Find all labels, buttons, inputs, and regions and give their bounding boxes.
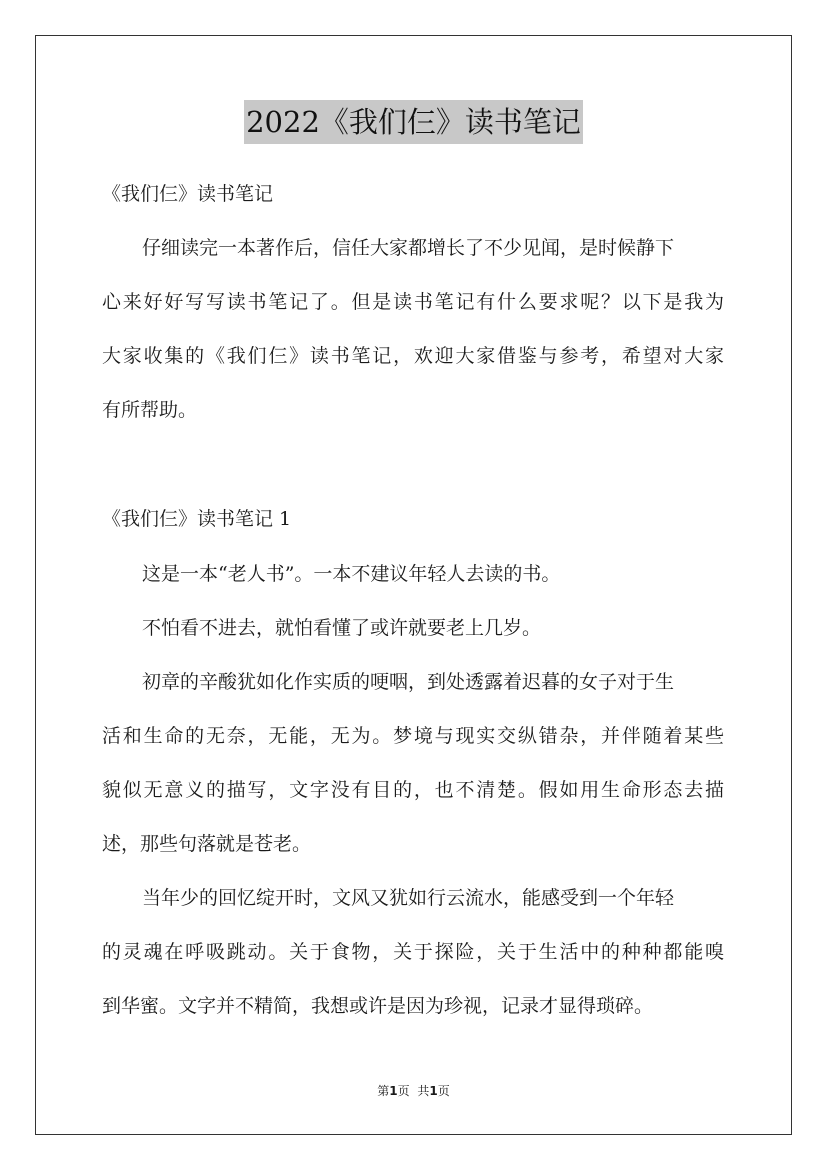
paragraph-4-line-2: 的灵魂在呼吸跳动。关于食物，关于探险，关于生活中的种种都能嗅 — [102, 941, 724, 963]
paragraph-4-line-3: 到华蜜。文字并不精简，我想或许是因为珍视，记录才显得琐碎。 — [102, 995, 654, 1017]
footer-page-prefix: 第 — [377, 1084, 390, 1098]
intro-line-3: 大家收集的《我们仨》读书笔记，欢迎大家借鉴与参考，希望对大家 — [102, 345, 724, 367]
paragraph-3-line-2: 活和生命的无奈，无能，无为。梦境与现实交纵错杂，并伴随着某些 — [102, 725, 724, 747]
paragraph-1: 这是一本“老人书”。一本不建议年轻人去读的书。 — [142, 563, 561, 585]
paragraph-4-line-1: 当年少的回忆绽开时，文风又犹如行云流水，能感受到一个年轻 — [142, 887, 675, 909]
intro-line-2: 心来好好写写读书笔记了。但是读书笔记有什么要求呢？以下是我为 — [102, 291, 724, 313]
section-heading: 《我们仨》读书笔记 1 — [102, 508, 292, 530]
page-footer — [0, 1083, 827, 1099]
document-subtitle: 《我们仨》读书笔记 — [102, 183, 274, 205]
footer-total-pages: 1 — [429, 1084, 438, 1098]
footer-total-prefix: 共 — [417, 1084, 430, 1098]
footer-page-suffix: 页 — [397, 1084, 410, 1098]
intro-line-4: 有所帮助。 — [102, 399, 198, 421]
intro-line-1: 仔细读完一本著作后，信任大家都增长了不少见闻，是时候静下 — [142, 237, 675, 259]
document-title: 2022《我们仨》读书笔记 — [244, 100, 583, 144]
paragraph-3-line-1: 初章的辛酸犹如化作实质的哽咽，到处透露着迟暮的女子对于生 — [142, 671, 675, 693]
paragraph-3-line-3: 貌似无意义的描写，文字没有目的，也不清楚。假如用生命形态去描 — [102, 779, 724, 801]
footer-total-suffix: 页 — [437, 1084, 450, 1098]
footer-page-number: 1 — [389, 1084, 398, 1098]
paragraph-3-line-4: 述，那些句落就是苍老。 — [102, 833, 312, 855]
document-title-wrapper — [0, 100, 827, 144]
paragraph-2: 不怕看不进去，就怕看懂了或许就要老上几岁。 — [142, 617, 542, 639]
